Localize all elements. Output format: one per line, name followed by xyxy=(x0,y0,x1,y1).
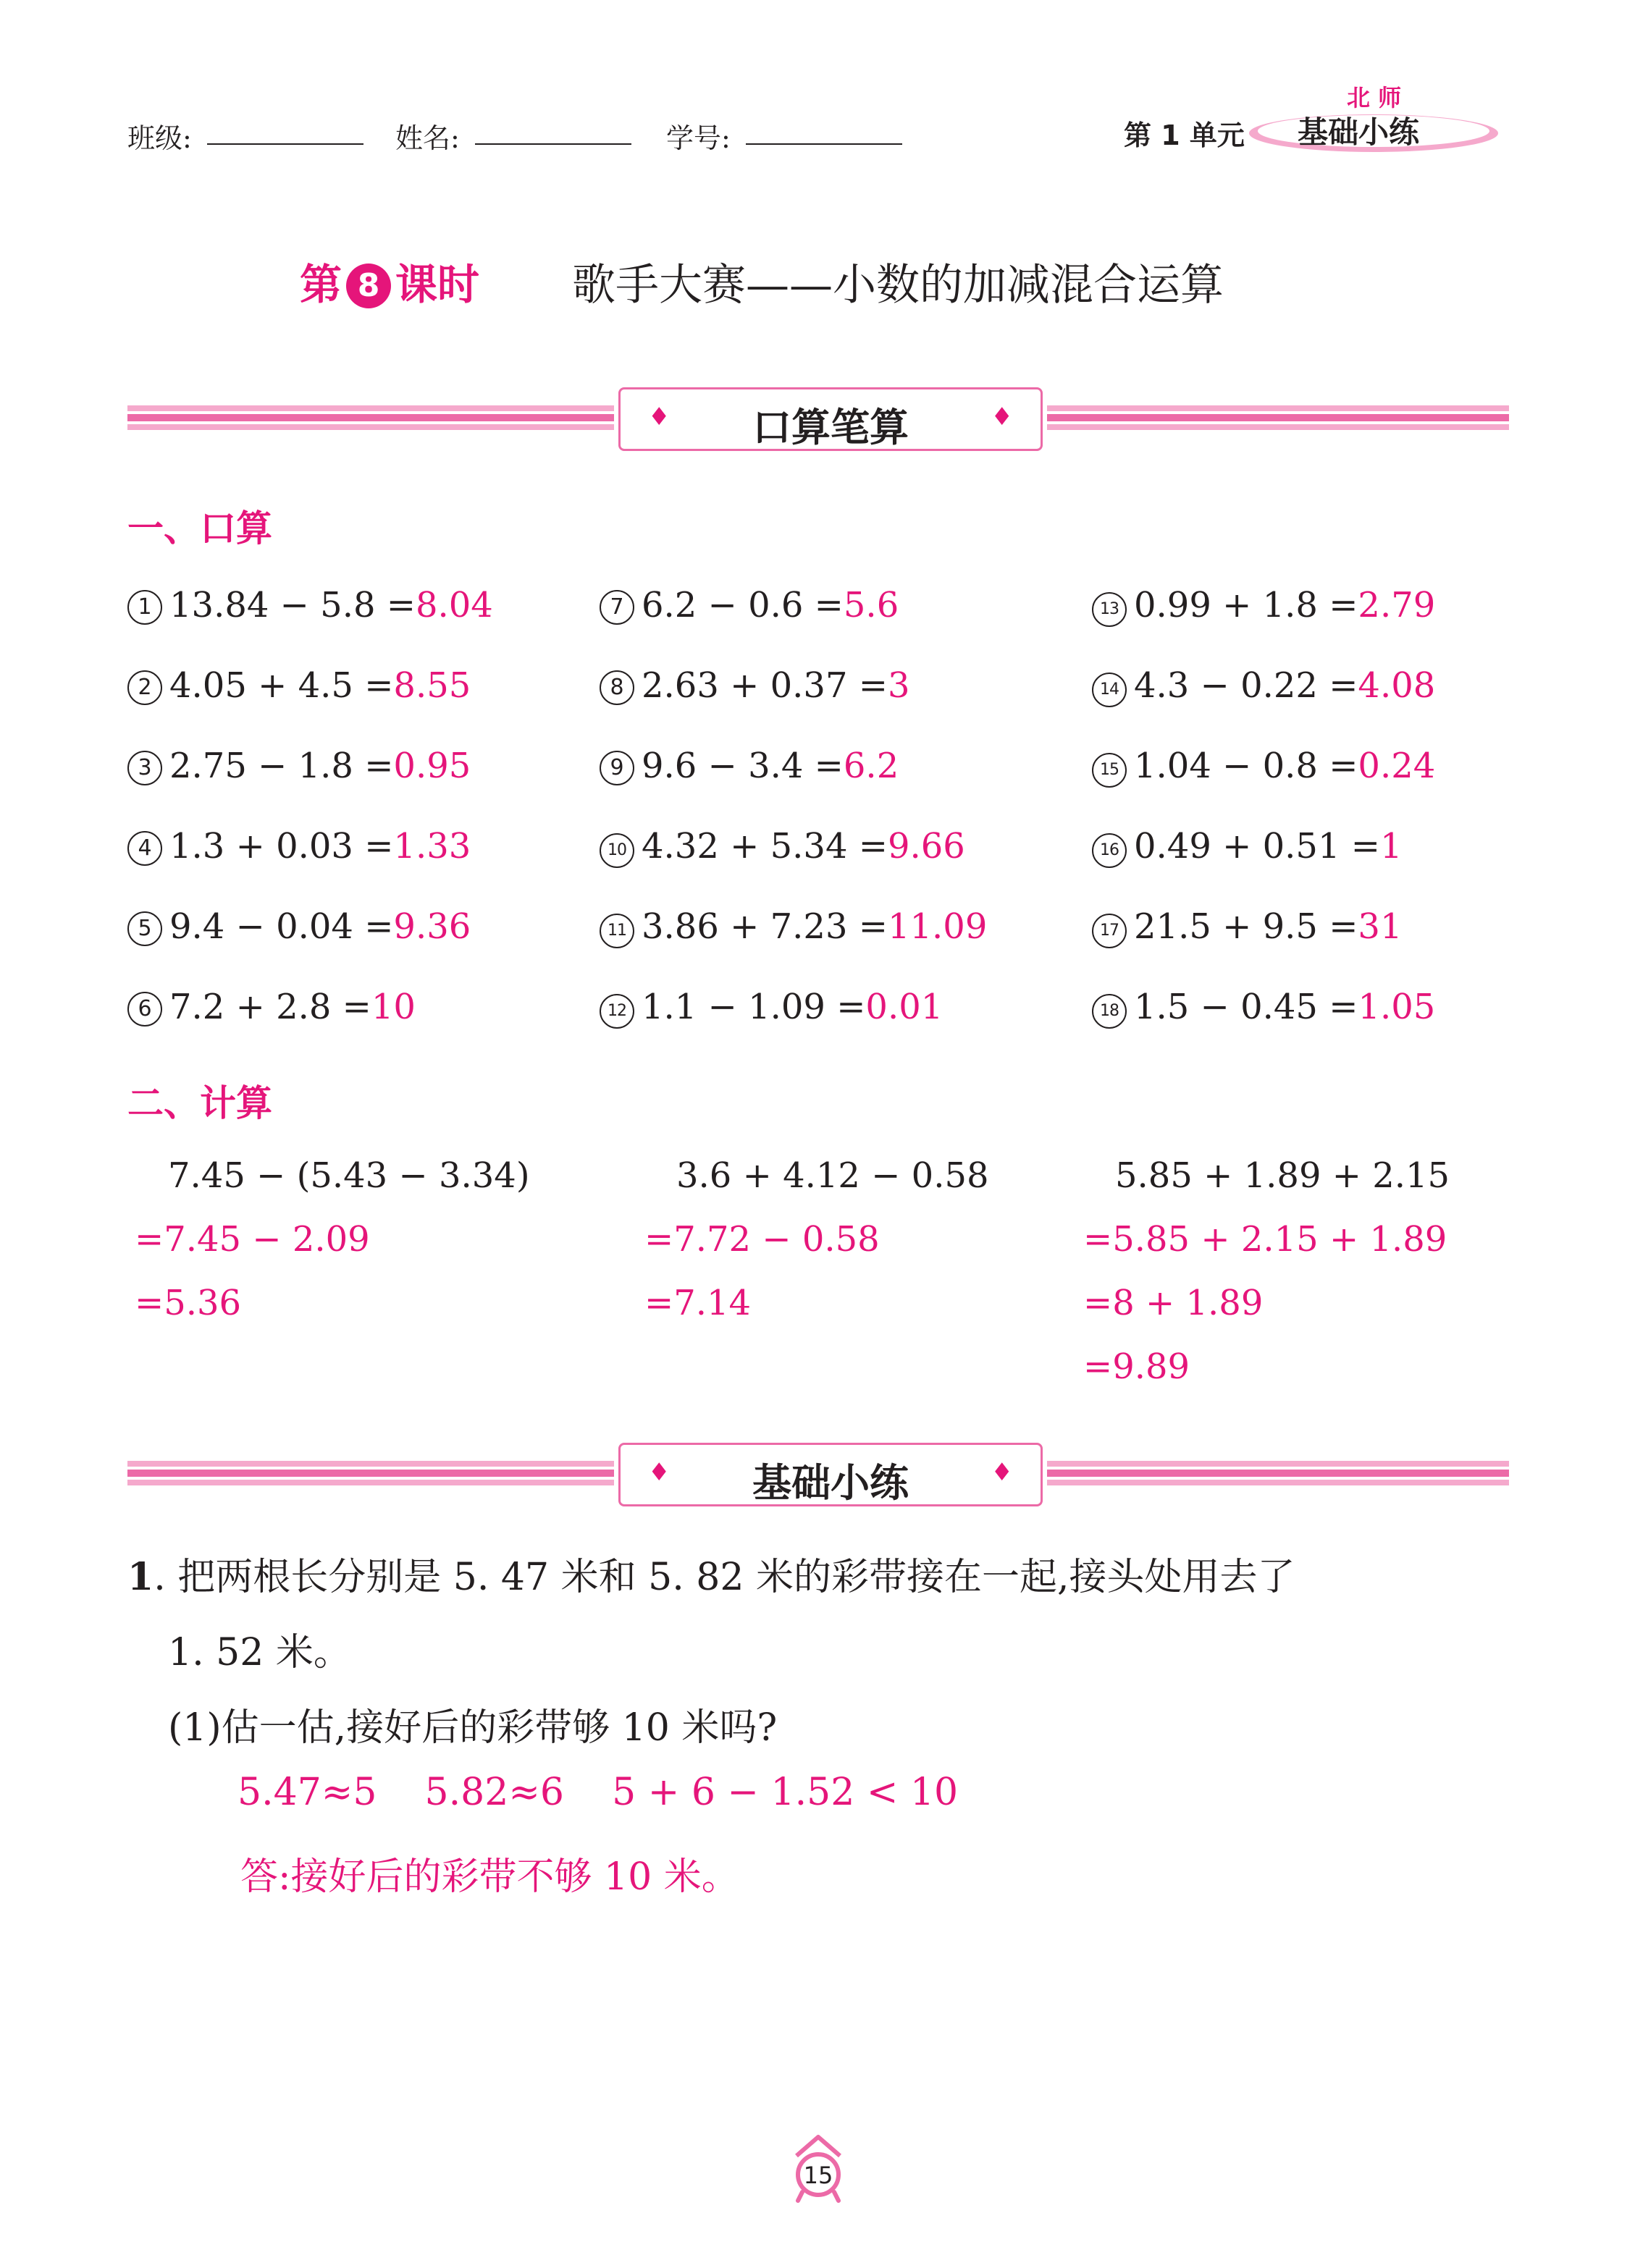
oral-item xyxy=(1092,665,1435,707)
oral-answer: 0.24 xyxy=(1358,746,1436,786)
oral-item xyxy=(127,987,416,1027)
calc-step: =9.89 xyxy=(1083,1346,1190,1387)
calc-step: =5.85 + 2.15 + 1.89 xyxy=(1083,1219,1447,1260)
class-blank[interactable] xyxy=(207,143,363,145)
oral-answer: 5.6 xyxy=(843,585,899,625)
name-label: 姓名: xyxy=(395,122,460,154)
diamond-icon: ♦ xyxy=(648,1458,671,1487)
oral-expression: 1.5 − 0.45 = xyxy=(1134,987,1358,1027)
oral-expression: 2.75 − 1.8 = xyxy=(169,746,394,786)
calc-step: =7.72 − 0.58 xyxy=(644,1219,880,1260)
item-number: 16 xyxy=(1092,833,1127,868)
problem-number: 1 xyxy=(127,1555,154,1599)
estimate-work: 5.47≈5 5.82≈6 5 + 6 − 1.52 < 10 xyxy=(238,1771,959,1814)
oral-item xyxy=(1092,746,1435,788)
problem-1-line-2: 1. 52 米。 xyxy=(168,1631,351,1674)
class-label: 班级: xyxy=(127,122,192,154)
item-number: 17 xyxy=(1092,914,1127,948)
item-number: 18 xyxy=(1092,994,1127,1029)
oral-expression: 13.84 − 5.8 = xyxy=(169,585,416,625)
oral-expression: 4.32 + 5.34 = xyxy=(642,826,888,867)
oral-item xyxy=(600,585,899,625)
oral-answer: 8.55 xyxy=(393,665,471,706)
lesson-number-badge: 8 xyxy=(346,264,391,308)
oral-item xyxy=(127,585,493,625)
oral-item xyxy=(600,746,899,786)
oral-answer: 8.04 xyxy=(415,585,493,625)
calc-step: =7.14 xyxy=(644,1283,752,1323)
student-id-blank[interactable] xyxy=(746,143,902,145)
oral-answer: 6.2 xyxy=(843,746,899,786)
student-id-label: 学号: xyxy=(666,122,731,154)
item-number: 9 xyxy=(600,751,634,785)
oral-answer: 1 xyxy=(1379,826,1403,867)
lesson-label xyxy=(300,250,479,311)
item-number: 4 xyxy=(127,831,162,866)
problem-1-text xyxy=(127,1546,1295,1601)
item-number: 15 xyxy=(1092,753,1127,788)
banner-title: 口算笔算 xyxy=(752,405,909,450)
oral-item xyxy=(600,987,943,1029)
oral-item xyxy=(1092,585,1435,627)
section-banner-oral xyxy=(618,387,1043,451)
oral-item xyxy=(127,746,471,786)
calc-step: =5.36 xyxy=(135,1283,242,1323)
item-number: 12 xyxy=(600,994,634,1029)
item-number: 1 xyxy=(127,590,162,625)
oral-answer: 31 xyxy=(1358,906,1403,947)
oral-item xyxy=(600,826,965,868)
oral-expression: 1.04 − 0.8 = xyxy=(1134,746,1358,786)
oral-answer: 0.01 xyxy=(865,987,943,1027)
oral-answer: 2.79 xyxy=(1358,585,1436,625)
diamond-icon: ♦ xyxy=(991,1458,1013,1487)
oral-expression: 1.3 + 0.03 = xyxy=(169,826,394,867)
item-number: 8 xyxy=(600,670,634,705)
oral-expression: 9.4 − 0.04 = xyxy=(169,906,394,947)
oral-answer: 3 xyxy=(887,665,910,706)
oral-item xyxy=(600,906,987,948)
oral-answer: 4.08 xyxy=(1358,665,1436,706)
oral-expression: 0.99 + 1.8 = xyxy=(1134,585,1358,625)
unit-label: 第 1 单元 xyxy=(1124,119,1245,151)
brand-title: 基础小练 xyxy=(1298,114,1420,150)
oral-item xyxy=(127,826,471,867)
oral-item xyxy=(1092,987,1435,1029)
item-number: 7 xyxy=(600,590,634,625)
item-number: 5 xyxy=(127,911,162,946)
diamond-icon: ♦ xyxy=(648,402,671,431)
oral-item xyxy=(600,665,910,706)
item-number: 13 xyxy=(1092,592,1127,627)
oral-expression: 9.6 − 3.4 = xyxy=(642,746,844,786)
problem-line: . 把两根长分别是 5. 47 米和 5. 82 米的彩带接在一起,接头处用去了 xyxy=(154,1556,1295,1599)
page-title: 歌手大赛——小数的加减混合运算 xyxy=(572,260,1224,311)
calc-section-title: 二、计算 xyxy=(127,1082,272,1124)
oral-expression: 2.63 + 0.37 = xyxy=(642,665,888,706)
oral-item xyxy=(1092,906,1403,948)
calc-problem: 3.6 + 4.12 − 0.58 xyxy=(676,1155,989,1196)
oral-item xyxy=(127,665,471,706)
oral-expression: 0.49 + 0.51 = xyxy=(1134,826,1380,867)
oral-expression: 21.5 + 9.5 = xyxy=(1134,906,1358,947)
oral-answer: 10 xyxy=(371,987,416,1027)
oral-answer: 1.05 xyxy=(1358,987,1436,1027)
oral-expression: 7.2 + 2.8 = xyxy=(169,987,371,1027)
sub-question-1: (1)估一估,接好后的彩带够 10 米吗? xyxy=(168,1706,778,1750)
item-number: 2 xyxy=(127,670,162,705)
section-banner-basic xyxy=(618,1443,1043,1506)
answer-text: 答:接好后的彩带不够 10 米。 xyxy=(240,1855,739,1899)
oral-answer: 9.36 xyxy=(393,906,471,947)
oral-expression: 4.3 − 0.22 = xyxy=(1134,665,1358,706)
oral-section-title: 一、口算 xyxy=(127,507,272,549)
item-number: 3 xyxy=(127,751,162,785)
item-number: 11 xyxy=(600,914,634,948)
calc-step: =7.45 − 2.09 xyxy=(135,1219,370,1260)
item-number: 14 xyxy=(1092,673,1127,707)
page-number: 15 xyxy=(803,2162,833,2189)
oral-item xyxy=(127,906,471,947)
calc-problem: 7.45 − (5.43 − 3.34) xyxy=(168,1155,530,1196)
calc-problem: 5.85 + 1.89 + 2.15 xyxy=(1115,1155,1450,1196)
oral-answer: 9.66 xyxy=(887,826,965,867)
item-number: 10 xyxy=(600,833,634,868)
oral-expression: 6.2 − 0.6 = xyxy=(642,585,844,625)
name-blank[interactable] xyxy=(475,143,631,145)
oral-expression: 1.1 − 1.09 = xyxy=(642,987,866,1027)
calc-step: =8 + 1.89 xyxy=(1083,1283,1264,1323)
banner-title: 基础小练 xyxy=(752,1460,909,1506)
oral-expression: 3.86 + 7.23 = xyxy=(642,906,888,947)
oral-answer: 11.09 xyxy=(887,906,988,947)
lesson-suffix: 课时 xyxy=(395,260,480,309)
lesson-prefix: 第 xyxy=(300,260,342,309)
oral-answer: 1.33 xyxy=(393,826,471,867)
brand-subtitle: 北 师 xyxy=(1347,84,1402,111)
oral-answer: 0.95 xyxy=(393,746,471,786)
oral-item xyxy=(1092,826,1403,868)
page-number-badge xyxy=(789,2131,847,2204)
item-number: 6 xyxy=(127,992,162,1026)
oral-expression: 4.05 + 4.5 = xyxy=(169,665,394,706)
diamond-icon: ♦ xyxy=(991,402,1013,431)
